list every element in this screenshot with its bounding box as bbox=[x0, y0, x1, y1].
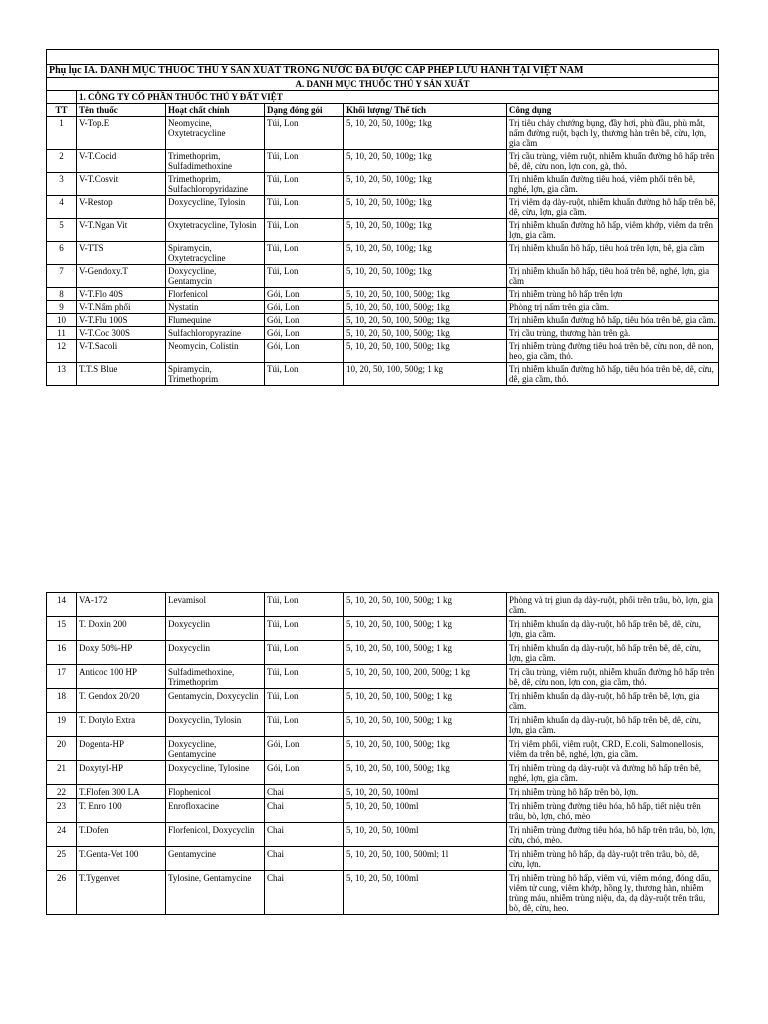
cell-tt: 2 bbox=[47, 150, 77, 173]
cell-active: Spiramycin, Trimethoprim bbox=[166, 363, 265, 386]
table-row bbox=[47, 117, 719, 150]
cell-name: VA-172 bbox=[77, 593, 166, 617]
cell-volume: 5, 10, 20, 50, 100g; 1kg bbox=[344, 219, 507, 242]
cell-use: Phòng và trị giun dạ dày-ruột, phổi trên trâu, bò, lợn, gia cầm. bbox=[507, 593, 719, 617]
cell-use: Trị nhiễm khuẩn hô hấp, tiêu hoá trên lợn, bê, gia cầm bbox=[507, 242, 719, 265]
cell-active: Gentamycin, Doxycyclin bbox=[166, 689, 265, 713]
cell-package: Túi, Lon bbox=[265, 219, 344, 242]
cell-package: Túi, Lon bbox=[265, 265, 344, 288]
cell-volume: 5, 10, 20, 50, 100g; 1kg bbox=[344, 196, 507, 219]
cell-active: Florfenicol, Doxycyclin bbox=[166, 823, 265, 847]
cell-tt: 19 bbox=[47, 713, 77, 737]
cell-active: Trimethoprim, Sulfadimethoxine bbox=[166, 150, 265, 173]
cell-tt: 13 bbox=[47, 363, 77, 386]
table-row bbox=[47, 593, 719, 617]
cell-tt: 11 bbox=[47, 327, 77, 340]
cell-volume: 5, 10, 20, 50, 100, 500g; 1 kg bbox=[344, 641, 507, 665]
cell-volume: 5, 10, 20, 50, 100, 500g; 1kg bbox=[344, 301, 507, 314]
cell-use: Trị nhiễm trùng hô hấp trên bò, lợn. bbox=[507, 785, 719, 799]
cell-name: V-T.Flo 40S bbox=[77, 288, 166, 301]
table-row bbox=[47, 823, 719, 847]
table-row bbox=[47, 799, 719, 823]
cell-active: Flumequine bbox=[166, 314, 265, 327]
cell-volume: 5, 10, 20, 50, 100, 500g; 1kg bbox=[344, 314, 507, 327]
cell-package: Gói, Lon bbox=[265, 327, 344, 340]
cell-active: Spiramycin, Oxytetracycline bbox=[166, 242, 265, 265]
cell-active: Flophenicol bbox=[166, 785, 265, 799]
cell-use: Phòng trị nấm trên gia cầm. bbox=[507, 301, 719, 314]
cell-package: Túi, Lon bbox=[265, 713, 344, 737]
cell-package: Gói, Lon bbox=[265, 761, 344, 785]
table-header bbox=[47, 104, 719, 117]
table-row bbox=[47, 196, 719, 219]
appendix-title: Phụ lục IA. DANH MỤC THUỐC THÚ Y SẢN XUẤT TRONG NƯỚC ĐÃ ĐƯỢC CẤP PHÉP LƯU HÀNH TẠI VIỆT NAM bbox=[47, 65, 719, 78]
cell-package: Túi, Lon bbox=[265, 593, 344, 617]
cell-name: V-T.Nấm phổi bbox=[77, 301, 166, 314]
cell-use: Trị nhiễm trùng hô hấp trên lợn bbox=[507, 288, 719, 301]
company-name: 1. CÔNG TY CỔ PHẦN THUỐC THÚ Y ĐẤT VIỆT bbox=[77, 91, 719, 104]
cell-use: Trị nhiễm khuẩn dạ dày-ruột, hô hấp trên bê, dê, cừu, lợn, gia cầm. bbox=[507, 713, 719, 737]
cell-package: Túi, Lon bbox=[265, 617, 344, 641]
cell-use: Trị nhiễm khuẩn dạ dày-ruột, hô hấp trên bê, dê, cừu, lợn, gia cầm. bbox=[507, 617, 719, 641]
cell-package: Túi, Lon bbox=[265, 689, 344, 713]
cell-package: Chai bbox=[265, 823, 344, 847]
cell-volume: 5, 10, 20, 50, 100g; 1kg bbox=[344, 242, 507, 265]
cell-active: Neomycin, Colistin bbox=[166, 340, 265, 363]
cell-tt: 18 bbox=[47, 689, 77, 713]
cell-active: Doxycycline, Gentamycin bbox=[166, 265, 265, 288]
cell-active: Doxycyclin, Tylosin bbox=[166, 713, 265, 737]
cell-name: V-T.Cocid bbox=[77, 150, 166, 173]
table-row bbox=[47, 301, 719, 314]
cell-use: Trị viêm phổi, viêm ruột, CRD, E.coli, Salmonellosis, viêm da trên bê, nghé, lợn, gia cầm. bbox=[507, 737, 719, 761]
header-use: Công dụng bbox=[507, 104, 719, 117]
cell-name: T. Doxin 200 bbox=[77, 617, 166, 641]
cell-tt: 1 bbox=[47, 117, 77, 150]
cell-active: Doxycycline, Gentamycine bbox=[166, 737, 265, 761]
cell-tt: 15 bbox=[47, 617, 77, 641]
cell-active: Neomycine, Oxytetracycline bbox=[166, 117, 265, 150]
cell-name: V-TTS bbox=[77, 242, 166, 265]
cell-package: Túi, Lon bbox=[265, 150, 344, 173]
cell-package: Gói, Lon bbox=[265, 737, 344, 761]
cell-name: V-T.Coc 300S bbox=[77, 327, 166, 340]
cell-tt: 9 bbox=[47, 301, 77, 314]
cell-active: Sulfachloropyrazine bbox=[166, 327, 265, 340]
cell-volume: 5, 10, 20, 50, 100, 500g; 1kg bbox=[344, 288, 507, 301]
cell-volume: 5, 10, 20, 50, 100, 500g; 1 kg bbox=[344, 593, 507, 617]
cell-use: Trị nhiễm khuẩn đường hô hấp, tiêu hóa trên bê, dê, cừu, dê, gia cầm, thỏ. bbox=[507, 363, 719, 386]
cell-tt: 20 bbox=[47, 737, 77, 761]
cell-package: Gói, Lon bbox=[265, 314, 344, 327]
cell-active: Doxycycline, Tylosin bbox=[166, 196, 265, 219]
table-row bbox=[47, 363, 719, 386]
header-tt: TT bbox=[47, 104, 77, 117]
cell-tt: 12 bbox=[47, 340, 77, 363]
cell-volume: 5, 10, 20, 50, 100, 500g; 1kg bbox=[344, 761, 507, 785]
cell-volume: 5, 10, 20, 50, 100g; 1kg bbox=[344, 117, 507, 150]
cell-name: T. Enro 100 bbox=[77, 799, 166, 823]
cell-name: T.Dofen bbox=[77, 823, 166, 847]
cell-tt: 22 bbox=[47, 785, 77, 799]
table-row bbox=[47, 219, 719, 242]
header-package: Dạng đóng gói bbox=[265, 104, 344, 117]
cell-name: T.Genta-Vet 100 bbox=[77, 847, 166, 871]
cell-tt: 16 bbox=[47, 641, 77, 665]
cell-package: Gói, Lon bbox=[265, 340, 344, 363]
cell-name: V-T.Cosvit bbox=[77, 173, 166, 196]
blank-row bbox=[47, 50, 719, 65]
cell-name: V-Gendoxy.T bbox=[77, 265, 166, 288]
cell-volume: 5, 10, 20, 50, 100g; 1kg bbox=[344, 150, 507, 173]
cell-package: Túi, Lon bbox=[265, 117, 344, 150]
cell-name: Doxy 50%-HP bbox=[77, 641, 166, 665]
cell-active: Sulfadimethoxine, Trimethoprim bbox=[166, 665, 265, 689]
cell-tt: 25 bbox=[47, 847, 77, 871]
cell-name: Doxytyl-HP bbox=[77, 761, 166, 785]
section-title: A. DANH MỤC THUỐC THÚ Y SẢN XUẤT bbox=[47, 78, 719, 91]
table-row bbox=[47, 761, 719, 785]
cell-active: Enrofloxacine bbox=[166, 799, 265, 823]
cell-use: Trị nhiễm trùng đường tiêu hoá trên bê, cừu non, dê non, heo, gia cầm, thỏ. bbox=[507, 340, 719, 363]
cell-name: Anticoc 100 HP bbox=[77, 665, 166, 689]
cell-package: Túi, Lon bbox=[265, 173, 344, 196]
table-row bbox=[47, 737, 719, 761]
cell-package: Túi, Lon bbox=[265, 363, 344, 386]
cell-name: V-T.Ngan Vit bbox=[77, 219, 166, 242]
cell-use: Trị nhiễm khuẩn đường tiêu hoá, viêm phổi trên bê, nghé, lợn, gia cầm. bbox=[507, 173, 719, 196]
table-row bbox=[47, 713, 719, 737]
cell-volume: 10, 20, 50, 100, 500g; 1 kg bbox=[344, 363, 507, 386]
drug-table-part-1 bbox=[46, 49, 719, 386]
cell-tt: 8 bbox=[47, 288, 77, 301]
cell-volume: 5, 10, 20, 50, 100, 500g; 1 kg bbox=[344, 617, 507, 641]
table-row bbox=[47, 340, 719, 363]
cell-volume: 5, 10, 20, 50, 100ml bbox=[344, 799, 507, 823]
cell-active: Tylosine, Gentamycine bbox=[166, 871, 265, 915]
cell-package: Gói, Lon bbox=[265, 301, 344, 314]
cell-use: Trị nhiễm trùng đường tiêu hóa, hô hấp, tiết niệu trên trâu, bò, lợn, chó, mèo bbox=[507, 799, 719, 823]
cell-use: Trị nhiễm trùng đường tiêu hóa, hô hấp trên trâu, bò, lợn, cừu, chó, mèo. bbox=[507, 823, 719, 847]
header-name: Tên thuốc bbox=[77, 104, 166, 117]
cell-volume: 5, 10, 20, 50, 100, 500g; 1kg bbox=[344, 340, 507, 363]
table-row bbox=[47, 288, 719, 301]
cell-name: T.Tygenvet bbox=[77, 871, 166, 915]
cell-use: Trị nhiễm trùng dạ dày-ruột và đường hô hấp trên bê, nghé, lợn, gia cầm. bbox=[507, 761, 719, 785]
appendix-title-row bbox=[47, 65, 719, 78]
cell-active: Levamisol bbox=[166, 593, 265, 617]
cell-volume: 5, 10, 20, 50, 100, 200, 500g; 1 kg bbox=[344, 665, 507, 689]
cell-tt: 10 bbox=[47, 314, 77, 327]
cell-use: Trị nhiễm khuẩn hô hấp, tiêu hoá trên bê, nghé, lợn, gia cầm bbox=[507, 265, 719, 288]
cell-active: Nystatin bbox=[166, 301, 265, 314]
cell-use: Trị cầu trùng, thương hàn trên gà. bbox=[507, 327, 719, 340]
cell-use: Trị nhiễm trùng hô hấp, dạ dày-ruột trên trâu, bò, dê, cừu, lợn. bbox=[507, 847, 719, 871]
cell-name: V-Restop bbox=[77, 196, 166, 219]
table-row bbox=[47, 665, 719, 689]
cell-tt: 21 bbox=[47, 761, 77, 785]
company-row bbox=[47, 91, 719, 104]
header-volume: Khối lượng/ Thể tích bbox=[344, 104, 507, 117]
cell-tt: 14 bbox=[47, 593, 77, 617]
header-active: Hoạt chất chính bbox=[166, 104, 265, 117]
cell-use: Trị nhiễm khuẩn dạ dày-ruột, hô hấp trên bê, lợn, gia cầm. bbox=[507, 689, 719, 713]
cell-volume: 5, 10, 20, 50, 100ml bbox=[344, 785, 507, 799]
cell-use: Trị cầu trùng, viêm ruột, nhiễm khuẩn đường hô hấp trên bê, dê, cừu non, lợn con, gia cầm, thỏ. bbox=[507, 665, 719, 689]
drug-table-part-2 bbox=[46, 592, 719, 915]
cell-package: Gói, Lon bbox=[265, 288, 344, 301]
cell-use: Trị nhiễm khuẩn đường hô hấp, viêm khớp, viêm da trên lợn, gia cầm. bbox=[507, 219, 719, 242]
cell-use: Trị cầu trùng, viêm ruột, nhiễm khuẩn đường hô hấp trên bê, dê, cừu non, lợn con, gà, thỏ. bbox=[507, 150, 719, 173]
cell-package: Túi, Lon bbox=[265, 641, 344, 665]
cell-active: Doxycycline, Tylosine bbox=[166, 761, 265, 785]
cell-package: Chai bbox=[265, 847, 344, 871]
cell-active: Doxycyclin bbox=[166, 617, 265, 641]
table-row bbox=[47, 641, 719, 665]
cell-tt: 6 bbox=[47, 242, 77, 265]
cell-active: Gentamycine bbox=[166, 847, 265, 871]
cell-volume: 5, 10, 20, 50, 100ml bbox=[344, 823, 507, 847]
table-row bbox=[47, 242, 719, 265]
cell-package: Túi, Lon bbox=[265, 665, 344, 689]
cell-use: Trị nhiễm khuẩn đường hô hấp, tiêu hóa trên bê, gia cầm. bbox=[507, 314, 719, 327]
cell-package: Chai bbox=[265, 871, 344, 915]
cell-name: Dogenta-HP bbox=[77, 737, 166, 761]
cell-volume: 5, 10, 20, 50, 100g; 1kg bbox=[344, 265, 507, 288]
section-title-row bbox=[47, 78, 719, 91]
cell-use: Trị nhiễm khuẩn dạ dày-ruột, hô hấp trên bê, dê, cừu, lợn, gia cầm. bbox=[507, 641, 719, 665]
cell-volume: 5, 10, 20, 50, 100, 500ml; 1l bbox=[344, 847, 507, 871]
table-row bbox=[47, 617, 719, 641]
cell-tt: 4 bbox=[47, 196, 77, 219]
cell-tt: 5 bbox=[47, 219, 77, 242]
table-row bbox=[47, 265, 719, 288]
table-row bbox=[47, 689, 719, 713]
cell-volume: 5, 10, 20, 50, 100, 500g; 1 kg bbox=[344, 689, 507, 713]
table-row bbox=[47, 785, 719, 799]
cell-active: Doxycyclin bbox=[166, 641, 265, 665]
table-row bbox=[47, 150, 719, 173]
cell-volume: 5, 10, 20, 50, 100, 500g; 1kg bbox=[344, 737, 507, 761]
cell-package: Chai bbox=[265, 785, 344, 799]
cell-volume: 5, 10, 20, 50, 100, 500g; 1kg bbox=[344, 327, 507, 340]
cell-tt: 3 bbox=[47, 173, 77, 196]
cell-package: Túi, Lon bbox=[265, 196, 344, 219]
cell-use: Trị viêm dạ dày-ruột, nhiễm khuẩn đường hô hấp trên bê, dê, cừu, lợn, gia cầm. bbox=[507, 196, 719, 219]
cell-package: Chai bbox=[265, 799, 344, 823]
cell-use: Trị tiêu chảy chướng bụng, đầy hơi, phù đầu, phù mắt, nấm đường ruột, bạch lỵ, thương hàn trên bê, cừu, lợn, gia cầm bbox=[507, 117, 719, 150]
table-row bbox=[47, 871, 719, 915]
cell-active: Trimethoprim, Sulfachloropyridazine bbox=[166, 173, 265, 196]
table-row bbox=[47, 173, 719, 196]
cell-active: Florfenicol bbox=[166, 288, 265, 301]
cell-name: V-T.Sacoli bbox=[77, 340, 166, 363]
cell-volume: 5, 10, 20, 50, 100ml bbox=[344, 871, 507, 915]
table-row bbox=[47, 327, 719, 340]
cell-tt: 7 bbox=[47, 265, 77, 288]
cell-use: Trị nhiễm trùng hô hấp, viêm vú, viêm móng, đóng dấu, viêm tử cung, viêm khớp, hồng lỵ, thương hàn, nhiễm trùng máu, nhiễm trùng niệu, da, dạ dày-ruột trên trâu, bò, dê, cừu, heo. bbox=[507, 871, 719, 915]
cell-volume: 5, 10, 20, 50, 100g; 1kg bbox=[344, 173, 507, 196]
cell-name: V-T.Flu 100S bbox=[77, 314, 166, 327]
cell-tt: 26 bbox=[47, 871, 77, 915]
cell-package: Túi, Lon bbox=[265, 242, 344, 265]
table-row bbox=[47, 847, 719, 871]
cell-volume: 5, 10, 20, 50, 100, 500g; 1 kg bbox=[344, 713, 507, 737]
cell-name: T.T.S Blue bbox=[77, 363, 166, 386]
cell-name: T. Gendox 20/20 bbox=[77, 689, 166, 713]
table-row bbox=[47, 314, 719, 327]
cell-name: T. Dotylo Extra bbox=[77, 713, 166, 737]
cell-tt: 24 bbox=[47, 823, 77, 847]
cell-tt: 23 bbox=[47, 799, 77, 823]
cell-active: Oxytetracycline, Tylosin bbox=[166, 219, 265, 242]
cell-name: V-Top.E bbox=[77, 117, 166, 150]
cell-tt: 17 bbox=[47, 665, 77, 689]
cell-name: T.Flofen 300 LA bbox=[77, 785, 166, 799]
